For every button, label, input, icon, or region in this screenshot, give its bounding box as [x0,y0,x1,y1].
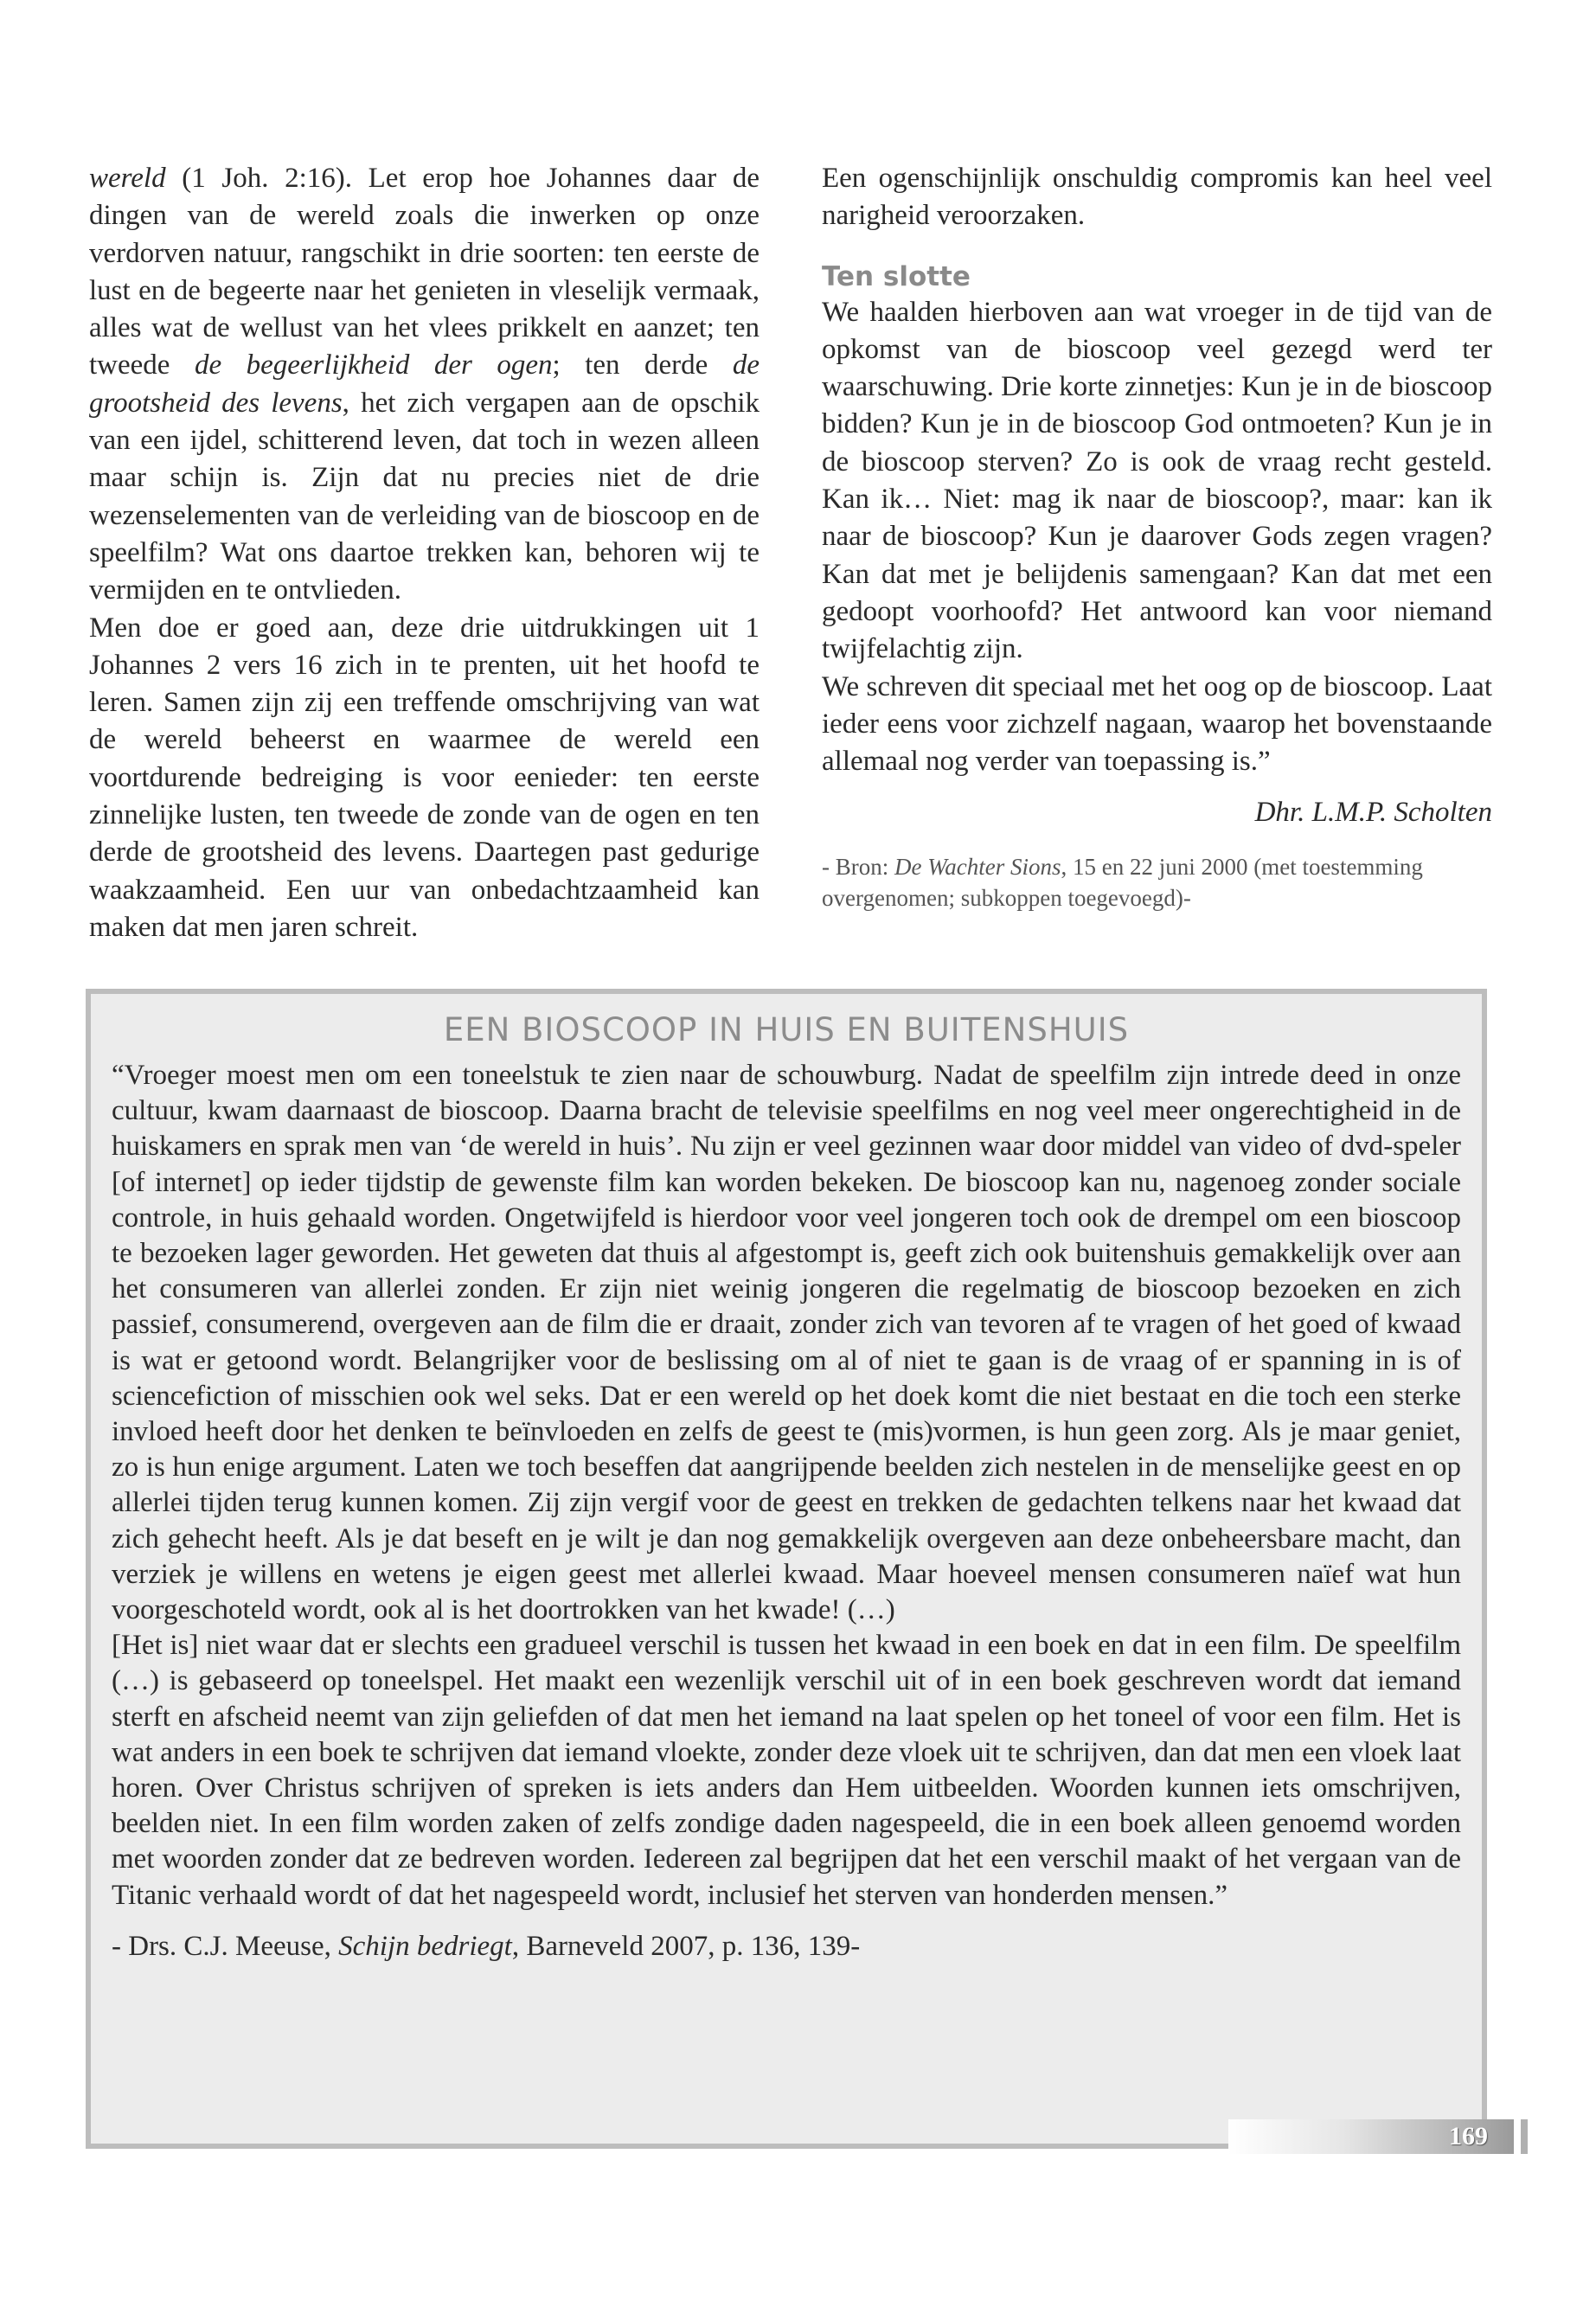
box-paragraph-1: “Vroeger moest men om een toneelstuk te zien naar de schouwburg. Nadat de speelfilm zijn intrede deed in onze cultuur, kwam daarnaast de bioscoop. Daarna bracht de televisie speelfilms en nog veel meer ongerechtigheid in de huiskamers en sprak men van ‘de wereld in huis’. Nu zijn er veel gezinnen waar door middel van video of dvd-speler [of internet] op ieder tijdstip de gewenste film kan worden bekeken. De bioscoop kan nu, nagenoeg zonder sociale controle, in huis gehaald worden. Ongetwijfeld is hierdoor voor veel jongeren toch ook de drempel om een bioscoop te bezoeken lager geworden. Het geweten dat thuis al afgestompt is, geeft zich ook buitenshuis gemakkelijk over aan het consumeren van allerlei zonden. Er zijn niet weinig jongeren die regelmatig de bioscoop bezoeken en zich passief, consumerend, overgeven aan de film die er draait, zonder zich van tevoren af te vragen of het goed of kwaad is wat er getoond wordt. Belangrijker voor de beslissing om al of niet te gaan is de vraag of er spanning in is of sciencefiction of misschien ook wel seks. Dat er een wereld op het doek komt die niet bestaat en die toch een sterke invloed heeft door het denken te beïnvloeden en zelfs de geest te (mis)vormen, is hun geen zorg. Als je maar geniet, zo is hun enige argument. Laten we toch beseffen dat aangrijpende beelden zich nestelen in de menselijke geest en op allerlei tijden terug kunnen komen. Zij zijn vergif voor de geest en trekken de gedachten telkens naar het kwaad dat zich gehecht heeft. Als je dat beseft en je wilt je dan nog gemakkelijk overgeven aan deze onbeheersbare macht, dan verziek je willens en wetens je eigen geest met allerlei kwaad. Maar hoeveel mensen consumeren naïef wat hun voorgeschoteld wordt, ook al is het doortrokken van het kwade! (…) [112,1060,1461,1626]
box-source [112,1929,1461,1965]
author-signature: Dhr. L.M.P. Scholten [1254,797,1492,829]
section-heading: Ten slotte [822,260,971,292]
italic-term: de begeerlijkheid der ogen [194,349,553,381]
sidebar-box [86,989,1487,2149]
italic-term-wereld: wereld [89,163,166,194]
left-paragraph-1 [89,160,760,610]
text-span: (1 Joh. 2:16). Let erop hoe Johannes daar de dingen van de wereld zoals die inwerken op onze verdorven natuur, rangschikt in drie soorten: ten eerste de lust en de begeerte naar het genieten in vleselijk vermaak, alles wat de wellust van het vlees prikkelt en aanzet; ten tweede [89,163,760,381]
box-paragraph-2: [Het is] niet waar dat er slechts een gradueel verschil is tussen het kwaad in een boek en dat in een film. De speelfilm (…) is gebaseerd op toneelspel. Het maakt een wezenlijk verschil uit of in een boek geschreven wordt dat iemand sterft en afscheid neemt van zijn geliefden of dat men het iemand na laat spelen op het toneel of voor een film. Het is wat anders in een boek te schrijven dat iemand vloekte, zonder deze vloek uit te schrijven, dan dat men een vloek laat horen. Over Christus schrijven of spreken is iets anders dan Hem uitbeelden. Woorden kunnen iets omschrijven, beelden niet. In een film worden zaken of zelfs zondige daden nagespeeld, die in een boek alleen genoemd worden met woorden zonder dat ze bedreven worden. Iedereen zal begrijpen dat het een verschil maakt of het vergaan van de Titanic verhaald wordt of dat het nagespeeld wordt, inclusief het sterven van honderden mensen.” [112,1630,1461,1911]
box-body [112,1058,1461,1913]
right-paragraph-1: Een ogenschijnlijk onschuldig compromis kan heel veel narigheid veroorzaken. [822,163,1492,232]
text-span: , Barneveld 2007, p. 136, 139- [511,1930,861,1962]
source-title: Schijn bedriegt [338,1930,512,1962]
text-span: - Bron: [822,853,894,880]
right-paragraph-2: We haalden hierboven aan wat vroeger in de tijd van de opkomst van de bioscoop veel gezegd werd ter waarschuwing. Drie korte zinnetjes: Kun je in de bioscoop bidden? Kun je in de bioscoop God ontmoeten? Kun je in de bioscoop sterven? Zo is ook de vraag recht gesteld. Kan ik… Niet: mag ik naar de bioscoop?, maar: kan ik naar de bioscoop? Kun je daarover Gods zegen vragen? Kan dat met je belijdenis samengaan? Kan dat met een gedoopt voorhoofd? Het antwoord kan voor niemand twijfelachtig zijn. [822,296,1492,665]
left-column [89,160,760,946]
right-paragraph-3: We schreven dit speciaal met het oog op de bioscoop. Laat ieder eens voor zichzelf nagaan, waarop het bovenstaande allemaal nog verder van toepassing is.” [822,670,1492,778]
text-span: , 15 en 22 juni 2000 (met toestemming overgenomen; subkoppen toegevoegd)- [822,853,1423,911]
right-column [822,160,1492,913]
page-number-bar-end [1521,2119,1528,2154]
text-span: ; ten derde [552,349,733,381]
text-span: - Drs. C.J. Meeuse, [112,1930,339,1962]
source-note [822,851,1492,913]
page-number: 169 [1449,2122,1488,2150]
left-paragraph-2: Men doe er goed aan, deze drie uitdrukkingen uit 1 Johannes 2 vers 16 zich in te prenten, uit het hoofd te leren. Samen zijn zij een treffende omschrijving van wat de wereld beheerst en waarmee de wereld een voortdurende bedreiging is voor eenieder: ten eerste zinnelijke lusten, ten tweede de zonde van de ogen en ten derde de grootsheid des levens. Daartegen past gedurige waakzaamheid. Een uur van onbedachtzaamheid kan maken dat men jaren schreit. [89,612,760,943]
source-title: De Wachter Sions [894,853,1061,880]
box-title: EEN BIOSCOOP IN HUIS EN BUITENSHUIS [443,1011,1130,1048]
italic-term: de grootsheid des levens [89,349,760,419]
text-span: , het zich vergapen aan de opschik van een ijdel, schitterend leven, dat toch in wezen alleen maar schijn is. Zijn dat nu precies niet de drie wezenselementen van de verleiding van de bioscoop en de speelfilm? Wat ons daartoe trekken kan, behoren wij te vermijden en te ontvlieden. [89,387,760,606]
